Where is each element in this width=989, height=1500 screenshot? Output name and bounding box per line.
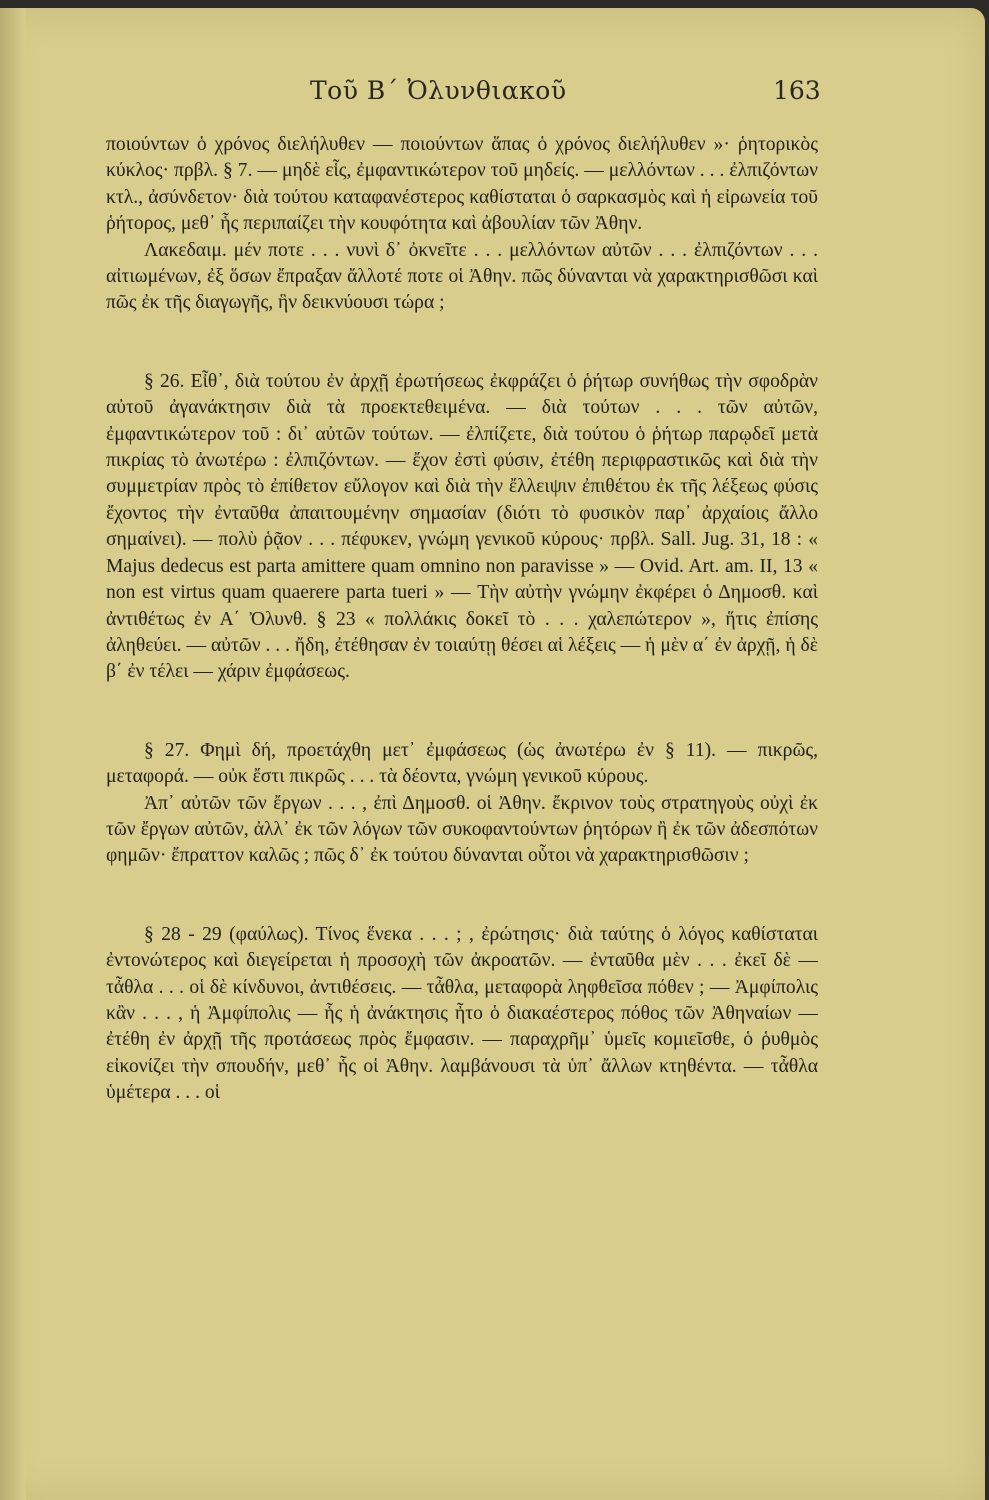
paragraph-ap-auton: Ἀπ᾽ αὐτῶν τῶν ἔργων . . . , ἐπὶ Δημοσθ. οἱ Ἀθην. ἔκρινον τοὺς στρατηγοὺς οὐχὶ ἐκ τῶν ἔργων αὐτῶν, ἀλλ᾽ ἐκ τῶν λόγων τῶν συκοφαντούντων ῥητόρων ἢ ἐκ τῶν ἀδεσπότων φημῶν· ἔπραττον καλῶς ; πῶς δ᾽ ἐκ τούτου δύνανται οὗτοι νὰ χαρακτηρισθῶσιν ; [106, 792, 818, 867]
section-spacer [106, 686, 818, 738]
page-number: 163 [773, 76, 821, 105]
page-gutter-shadow [0, 8, 26, 1500]
paragraph-section-26: § 26. Εἶθ᾽, διὰ τούτου ἐν ἀρχῇ ἐρωτήσεως ἐκφράζει ὁ ῥήτωρ συνήθως τὴν σφοδρὰν αὐτοῦ ἀγανάκτησιν διὰ τὰ προεκτεθειμένα. — διὰ τούτων . . . τῶν αὐτῶν, ἐμφαντικώτερον τοῦ : δι᾽ αὐτῶν τούτων. — ἐλπίζετε, διὰ τούτου ὁ ῥήτωρ παρῳδεῖ μετὰ πικρίας τὸ ἀνωτέρω : ἐλπιζόντων. — ἔχον ἐστὶ φύσιν, ἐτέθη περιφραστικῶς καὶ διὰ τὴν συμμετρίαν πρὸς τὸ ἐπίθετον εὔλογον καὶ διὰ τὴν ἔλλειψιν ἐπιθέτου ἐκ τῆς λέξεως φύσις ἔχοντος τὴν ἐνταῦθα ἀπαιτουμένην σημασίαν (διότι τὸ φυσικὸν παρ᾽ ἀρχαίοις ἄλλο σημαίνει). — πολὺ ῥᾷον . . . πέφυκεν, γνώμη γενικοῦ κύρους· πρβλ. Sall. Jug. 31, 18 : « Majus dedecus est parta amittere quam omnino non paravisse » — Ovid. Art. am. II, 13 « non est virtus quam quaerere parta tueri » — Τὴν αὐτὴν γνώμην ἐκφέρει ὁ Δημοσθ. καὶ ἀντιθέτως ἐν Α΄ Ὀλυνθ. § 23 « πολλάκις δοκεῖ τὸ . . . χαλεπώτερον », ἥτις ἐπίσης ἀληθεύει. — αὐτῶν . . . ἤδη, ἐτέθησαν ἐν τοιαύτῃ θέσει αἱ λέξεις — ἡ μὲν α΄ ἐν ἀρχῇ, ἡ δὲ β΄ ἐν τέλει — χάριν ἐμφάσεως. [106, 370, 818, 683]
paragraph-lakedaim: Λακεδαιμ. μέν ποτε . . . νυνὶ δ᾽ ὀκνεῖτε . . . μελλόντων αὐτῶν . . . ἐλπιζόντων . . . αἰτιωμένων, ἐξ ὅσων ἔπραξαν ἄλλοτέ ποτε οἱ Ἀθην. πῶς δύνανται νὰ χαρακτηρισθῶσι καὶ πῶς ἐκ τῆς διαγωγῆς, ἣν δεικνύουσι τώρα ; [106, 239, 818, 314]
paragraph-continuation: ποιούντων ὁ χρόνος διελήλυθεν — ποιούντων ἅπας ὁ χρόνος διελήλυθεν »· ῥητορικὸς κύκλος· πρβλ. § 7. — μηδὲ εἷς, ἐμφαντικώτερον τοῦ μηδείς. — μελλόντων . . . ἐλπιζόντων κτλ., ἀσύνδετον· διὰ τούτου καταφανέστερος καθίσταται ὁ σαρκασμὸς καὶ ἡ εἰρωνεία τοῦ ῥήτορος, μεθ᾽ ἧς περιπαίζει τὴν κουφότητα καὶ ἀβουλίαν τῶν Ἀθην. [106, 134, 818, 235]
section-spacer [106, 317, 818, 369]
running-title: Τοῦ Β΄ Ὀλυνθιακοῦ [310, 76, 567, 105]
running-header [0, 74, 985, 114]
book-page [0, 8, 985, 1500]
commentary-body [106, 132, 818, 1107]
paragraph-section-27: § 27. Φημὶ δή, προετάχθη μετ᾽ ἐμφάσεως (ὡς ἀνωτέρω ἐν § 11). — πικρῶς, μεταφορά. — οὐκ ἔστι πικρῶς . . . τὰ δέοντα, γνώμη γενικοῦ κύρους. [106, 739, 818, 788]
paragraph-section-28-29: § 28 - 29 (φαύλως). Τίνος ἕνεκα . . . ; , ἐρώτησις· διὰ ταύτης ὁ λόγος καθίσταται ἐντονώτερος καὶ διεγείρεται ἡ προσοχὴ τῶν ἀκροατῶν. — ἐνταῦθα μὲν . . . ἐκεῖ δὲ — τἆθλα . . . οἱ δὲ κίνδυνοι, ἀντιθέσεις. — τἆθλα, μεταφορὰ ληφθεῖσα πόθεν ; — Ἀμφίπολις κἂν . . . , ἡ Ἀμφίπολις — ἧς ἡ ἀνάκτησις ἦτο ὁ διακαέστερος πόθος τῶν Ἀθηναίων — ἐτέθη ἐν ἀρχῇ τῆς προτάσεως πρὸς ἔμφασιν. — παραχρῆμ᾽ ὑμεῖς κομιεῖσθε, ὁ ῥυθμὸς εἰκονίζει τὴν σπουδήν, μεθ᾽ ἧς οἱ Ἀθην. λαμβάνουσι τὰ ὑπ᾽ ἄλλων κτηθέντα. — τἆθλα ὑμέτερα . . . οἱ [106, 923, 818, 1104]
section-spacer [106, 870, 818, 922]
